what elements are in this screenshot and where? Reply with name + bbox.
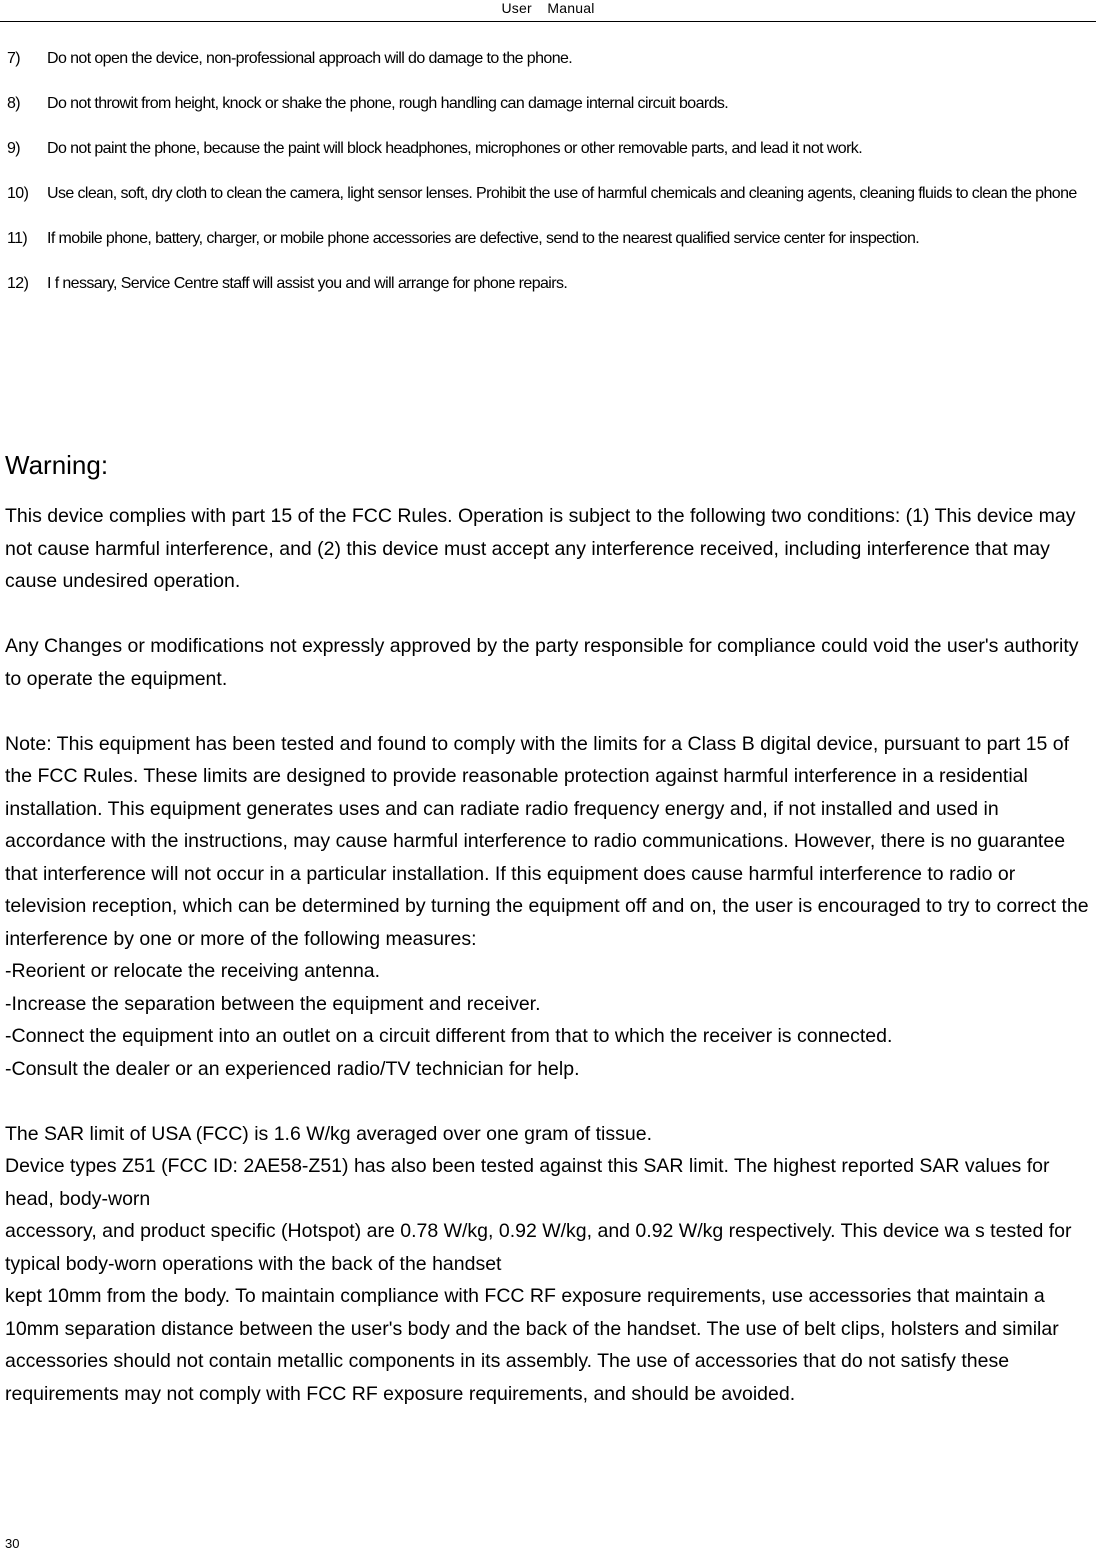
measure-item: -Consult the dealer or an experienced radio/TV technician for help. [5, 1057, 580, 1080]
paragraph-spacer [5, 598, 1095, 631]
page-header [0, 0, 1096, 22]
list-item-number: 8) [7, 95, 21, 112]
list-item-number: 10) [7, 185, 29, 202]
care-list [7, 36, 1093, 306]
list-item-text: If mobile phone, battery, charger, or mobile phone accessories are defective, send to the nearest qualified service center for inspection. [47, 230, 920, 247]
paragraph-spacer [5, 1085, 1095, 1118]
list-item-text: Do not throwit from height, knock or shake the phone, rough handling can damage internal circuit boards. [47, 95, 729, 112]
paragraph-spacer [5, 695, 1095, 728]
measure-item: -Increase the separation between the equipment and receiver. [5, 992, 541, 1015]
header-title-user: User [501, 0, 532, 16]
list-item [7, 36, 1093, 81]
list-item-text: I f nessary, Service Centre staff will assist you and will arrange for phone repairs. [47, 275, 568, 292]
sar-detail-line: Device types Z51 (FCC ID: 2AE58-Z51) has also been tested against this SAR limit. The highest reported SAR values for head, body-worn [5, 1155, 1050, 1210]
sar-limit-line: The SAR limit of USA (FCC) is 1.6 W/kg averaged over one gram of tissue. [5, 1122, 652, 1145]
list-item-number: 11) [7, 230, 28, 247]
fcc-conditions-paragraph: This device complies with part 15 of the FCC Rules. Operation is subject to the following two conditions: (1) This device may not cause harmful interference, and (2) this device must accept any interference received, including interference that may cause undesired operation. [5, 505, 1076, 592]
list-item-text: Do not paint the phone, because the paint will block headphones, microphones or other removable parts, and lead it not work. [47, 140, 863, 157]
list-item [7, 81, 1093, 126]
list-item [7, 261, 1093, 306]
fcc-statement [5, 500, 1095, 1410]
list-item-number: 7) [7, 50, 21, 67]
warning-heading: Warning: [5, 450, 109, 480]
list-item [7, 126, 1093, 171]
measure-item: -Reorient or relocate the receiving antenna. [5, 960, 381, 982]
list-item-text: Use clean, soft, dry cloth to clean the camera, light sensor lenses. Prohibit the use of harmful chemicals and cleaning agents, cleaning fluids to clean the phone [47, 185, 1077, 202]
list-item [7, 171, 1093, 216]
changes-paragraph: Any Changes or modifications not expressly approved by the party responsible for compliance could void the user's authority to operate the equipment. [5, 635, 1079, 690]
list-item [7, 216, 1093, 261]
measure-item: -Connect the equipment into an outlet on a circuit different from that to which the receiver is connected. [5, 1025, 893, 1047]
sar-detail-line: accessory, and product specific (Hotspot) are 0.78 W/kg, 0.92 W/kg, and 0.92 W/kg respectively. This device wa s tested for typical body-worn operations with the back of the handset [5, 1220, 1072, 1275]
list-item-number: 12) [7, 275, 29, 292]
page-number: 30 [5, 1536, 20, 1551]
note-paragraph: Note: This equipment has been tested and found to comply with the limits for a Class B digital device, pursuant to part 15 of the FCC Rules. These limits are designed to provide reasonable protection against harmful interference in a residential installation. This equipment generates uses and can radiate radio frequency energy and, if not installed and used in accordance with the instructions, may cause harmful interference to radio communications. However, there is no guarantee that interference will not occur in a particular installation. If this equipment does cause harmful interference to radio or television reception, which can be determined by turning the equipment off and on, the user is encouraged to try to correct the interference by one or more of the following measures: [5, 732, 1089, 950]
list-item-number: 9) [7, 140, 21, 157]
header-title-manual: Manual [547, 0, 595, 16]
sar-detail-line: kept 10mm from the body. To maintain compliance with FCC RF exposure requirements, use accessories that maintain a 10mm separation distance between the user's body and the back of the handset. The use of belt clips, holsters and similar accessories should not contain metallic components in its assembly. The use of accessories that do not satisfy these requirements may not comply with FCC RF exposure requirements, and should be avoided. [5, 1285, 1059, 1405]
list-item-text: Do not open the device, non-professional approach will do damage to the phone. [47, 50, 573, 67]
